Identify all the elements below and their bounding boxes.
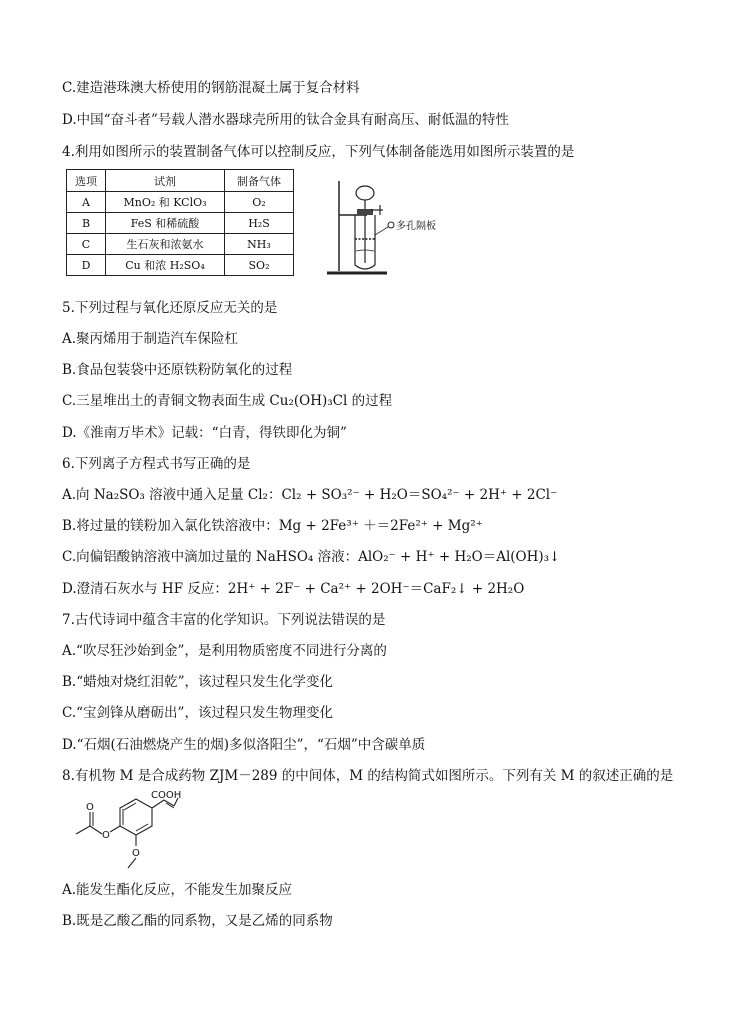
option-d-q7: D.“石烟(石油燃烧产生的烟)多似洛阳尘”，“石烟”中含碳单质: [62, 737, 426, 753]
option-c-q3: C.建造港珠澳大桥使用的钢筋混凝土属于复合材料: [62, 80, 360, 96]
table-cell: Cu 和浓 H₂SO₄: [106, 255, 225, 276]
table-row: [67, 192, 294, 213]
option-c-q6: C.向偏铝酸钠溶液中滴加过量的 NaHSO₄ 溶液：AlO₂⁻ + H⁺ + H₂O＝Al(OH)₃↓: [62, 549, 561, 565]
ring-double-bond: [124, 803, 136, 810]
option-a-q6: A.向 Na₂SO₃ 溶液中通入足量 Cl₂：Cl₂ + SO₃²⁻ + H₂O＝SO₄²⁻ + 2H⁺ + 2Cl⁻: [62, 487, 558, 503]
table-cell: B: [67, 213, 106, 234]
option-b-q7: B.“蜡烛对烧红泪乾”，该过程只发生化学变化: [62, 674, 334, 690]
methyl-bond: [76, 826, 90, 834]
option-b-q8: B.既是乙酸乙酯的同系物，又是乙烯的同系物: [62, 913, 333, 929]
table-cell: O₂: [225, 192, 294, 213]
table-row: [67, 255, 294, 276]
methoxy-methyl-bond: [128, 858, 136, 868]
table-cell: SO₂: [225, 255, 294, 276]
option-d-q6: D.澄清石灰水与 HF 反应：2H⁺ + 2F⁻ + Ca²⁺ + 2OH⁻＝CaF₂↓ + 2H₂O: [62, 581, 525, 597]
table-cell: MnO₂ 和 KClO₃: [106, 192, 225, 213]
table-cell: A: [67, 192, 106, 213]
ring-double-bond: [136, 824, 148, 831]
table-cell: C: [67, 234, 106, 255]
benzene-ring: [120, 799, 152, 835]
pointer-dot: [388, 222, 394, 228]
table-row: [67, 234, 294, 255]
option-c-q5: C.三星堆出土的青铜文物表面生成 Cu₂(OH)₃Cl 的过程: [62, 393, 393, 409]
reagent-table: [66, 169, 294, 276]
table-cell: H₂S: [225, 213, 294, 234]
ester-bond: [90, 826, 102, 834]
option-a-q5: A.聚丙烯用于制造汽车保险杠: [62, 331, 239, 347]
question-8: 8.有机物 M 是合成药物 ZJM－289 的中间体，M 的结构简式如图所示。下列有关 M 的叙述正确的是: [62, 768, 674, 784]
option-b-q5: B.食品包装袋中还原铁粉防氧化的过程: [62, 362, 293, 378]
oxygen-atom: O: [132, 848, 140, 859]
table-header: 选项: [67, 170, 106, 192]
molecule-m-structure: [62, 790, 202, 872]
table-cell: FeS 和稀硫酸: [106, 213, 225, 234]
porous-plate-label: 多孔隔板: [396, 221, 436, 232]
table-header-row: [67, 170, 294, 192]
option-a-q7: A.“吹尽狂沙始到金”，是利用物质密度不同进行分离的: [62, 643, 387, 659]
question-7: 7.古代诗词中蕴含丰富的化学知识。下列说法错误的是: [62, 612, 386, 628]
ester-oxygen-bond: [110, 826, 120, 832]
stopper: [357, 209, 373, 215]
table-row: [67, 213, 294, 234]
option-c-q7: C.“宝剑锋从磨砺出”，该过程只发生物理变化: [62, 705, 333, 721]
cooh-label: COOH: [151, 790, 182, 801]
option-d-q3: D.中国“奋斗者”号载人潜水器球壳所用的钛合金具有耐高压、耐低温的特性: [62, 112, 509, 128]
label-leader: [375, 227, 388, 235]
question-4: 4.利用如图所示的装置制备气体可以控制反应，下列气体制备能选用如图所示装置的是: [62, 144, 575, 160]
gas-generation-apparatus: [325, 177, 455, 277]
table-cell: D: [67, 255, 106, 276]
option-d-q5: D.《淮南万毕术》记载：“白青，得铁即化为铜”: [62, 425, 347, 441]
table-cell: NH₃: [225, 234, 294, 255]
funnel-bulb: [356, 186, 374, 200]
oxygen-atom: O: [86, 802, 94, 813]
table-header: 试剂: [106, 170, 225, 192]
option-b-q6: B.将过量的镁粉加入氯化铁溶液中：Mg + 2Fe³⁺ ＋＝2Fe²⁺ + Mg²⁺: [62, 518, 483, 534]
table-header: 制备气体: [225, 170, 294, 192]
question-5: 5.下列过程与氧化还原反应无关的是: [62, 300, 278, 316]
option-a-q8: A.能发生酯化反应，不能发生加聚反应: [62, 882, 293, 898]
oxygen-atom: O: [102, 830, 110, 841]
question-6: 6.下列离子方程式书写正确的是: [62, 456, 251, 472]
vinyl-bond: [152, 800, 164, 808]
table-cell: 生石灰和浓氨水: [106, 234, 225, 255]
